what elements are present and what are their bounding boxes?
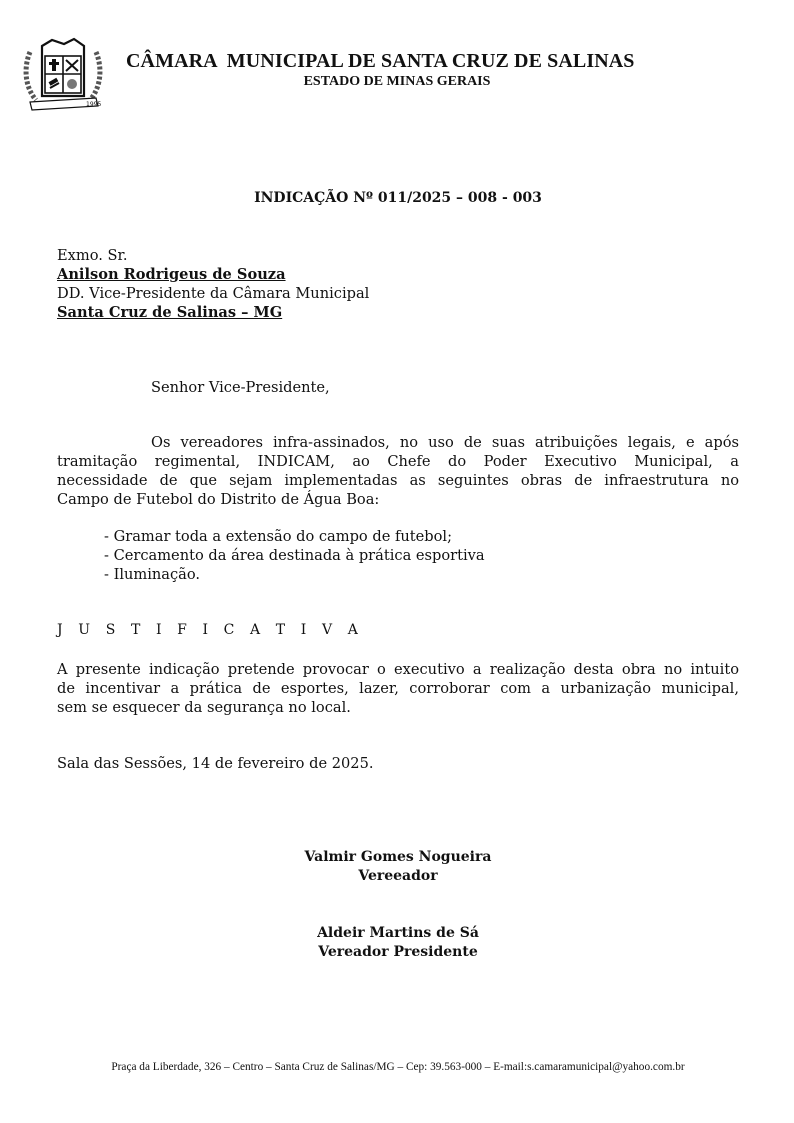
footer-address: Praça da Liberdade, 326 – Centro – Santa Cruz de Salinas/MG – Cep: 39.563-000 – E-mail:s.camaramunicipal@yahoo.com.br xyxy=(111,1061,685,1073)
paragraph-line: Campo de Futebol do Distrito de Água Boa: xyxy=(57,491,380,508)
signoff-date: Sala das Sessões, 14 de fevereiro de 2025. xyxy=(57,755,374,772)
signatory-name: Valmir Gomes Nogueira xyxy=(304,849,492,865)
signatory-title: Vereeador xyxy=(358,868,438,884)
justification-heading xyxy=(57,622,363,638)
paragraph-line: tramitação regimental, INDICAM, ao Chefe do Poder Executivo Municipal, a xyxy=(57,453,739,470)
main-paragraph xyxy=(57,433,739,509)
signature-block xyxy=(0,848,794,886)
recipient-role: DD. Vice-Presidente da Câmara Municipal xyxy=(57,285,370,302)
paragraph-line: necessidade de que sejam implementadas as seguintes obras de infraestrutura no xyxy=(57,472,739,489)
justification-paragraph xyxy=(57,660,739,717)
list-item: - Gramar toda a extensão do campo de futebol; xyxy=(104,528,452,545)
recipient-block xyxy=(57,246,369,322)
list-item: - Iluminação. xyxy=(104,566,201,583)
signatory-title: Vereador Presidente xyxy=(318,944,478,960)
state-name: ESTADO DE MINAS GERAIS xyxy=(303,74,491,89)
paragraph-line xyxy=(57,433,739,452)
justification-line: sem se esquecer da segurança no local. xyxy=(57,699,351,716)
recipient-name: Anilson Rodrigeus de Souza xyxy=(57,266,286,283)
svg-text:1995: 1995 xyxy=(86,101,102,108)
works-list xyxy=(104,527,485,584)
justification-line: de incentivar a prática de esportes, lazer, corroborar com a urbanização municipal, xyxy=(57,680,739,697)
institution-subtitle xyxy=(0,74,794,90)
signature-block xyxy=(0,924,794,962)
institution-title: CÂMARA MUNICIPAL DE SANTA CRUZ DE SALINAS xyxy=(126,50,635,72)
list-item: - Cercamento da área destinada à prática esportiva xyxy=(104,547,485,564)
document-number: INDICAÇÃO Nº 011/2025 – 008 - 003 xyxy=(254,190,542,206)
signatory-name: Aldeir Martins de Sá xyxy=(317,925,479,941)
paragraph-line-text: Os vereadores infra-assinados, no uso de suas atribuições legais, e após xyxy=(151,434,739,451)
recipient-location: Santa Cruz de Salinas – MG xyxy=(57,304,283,321)
justification-line: A presente indicação pretende provocar o executivo a realização desta obra no intuito xyxy=(57,661,739,678)
justification-heading-text: J U S T I F I C A T I V A xyxy=(57,622,364,638)
recipient-treatment: Exmo. Sr. xyxy=(57,247,128,264)
salutation: Senhor Vice-Presidente, xyxy=(151,379,330,396)
